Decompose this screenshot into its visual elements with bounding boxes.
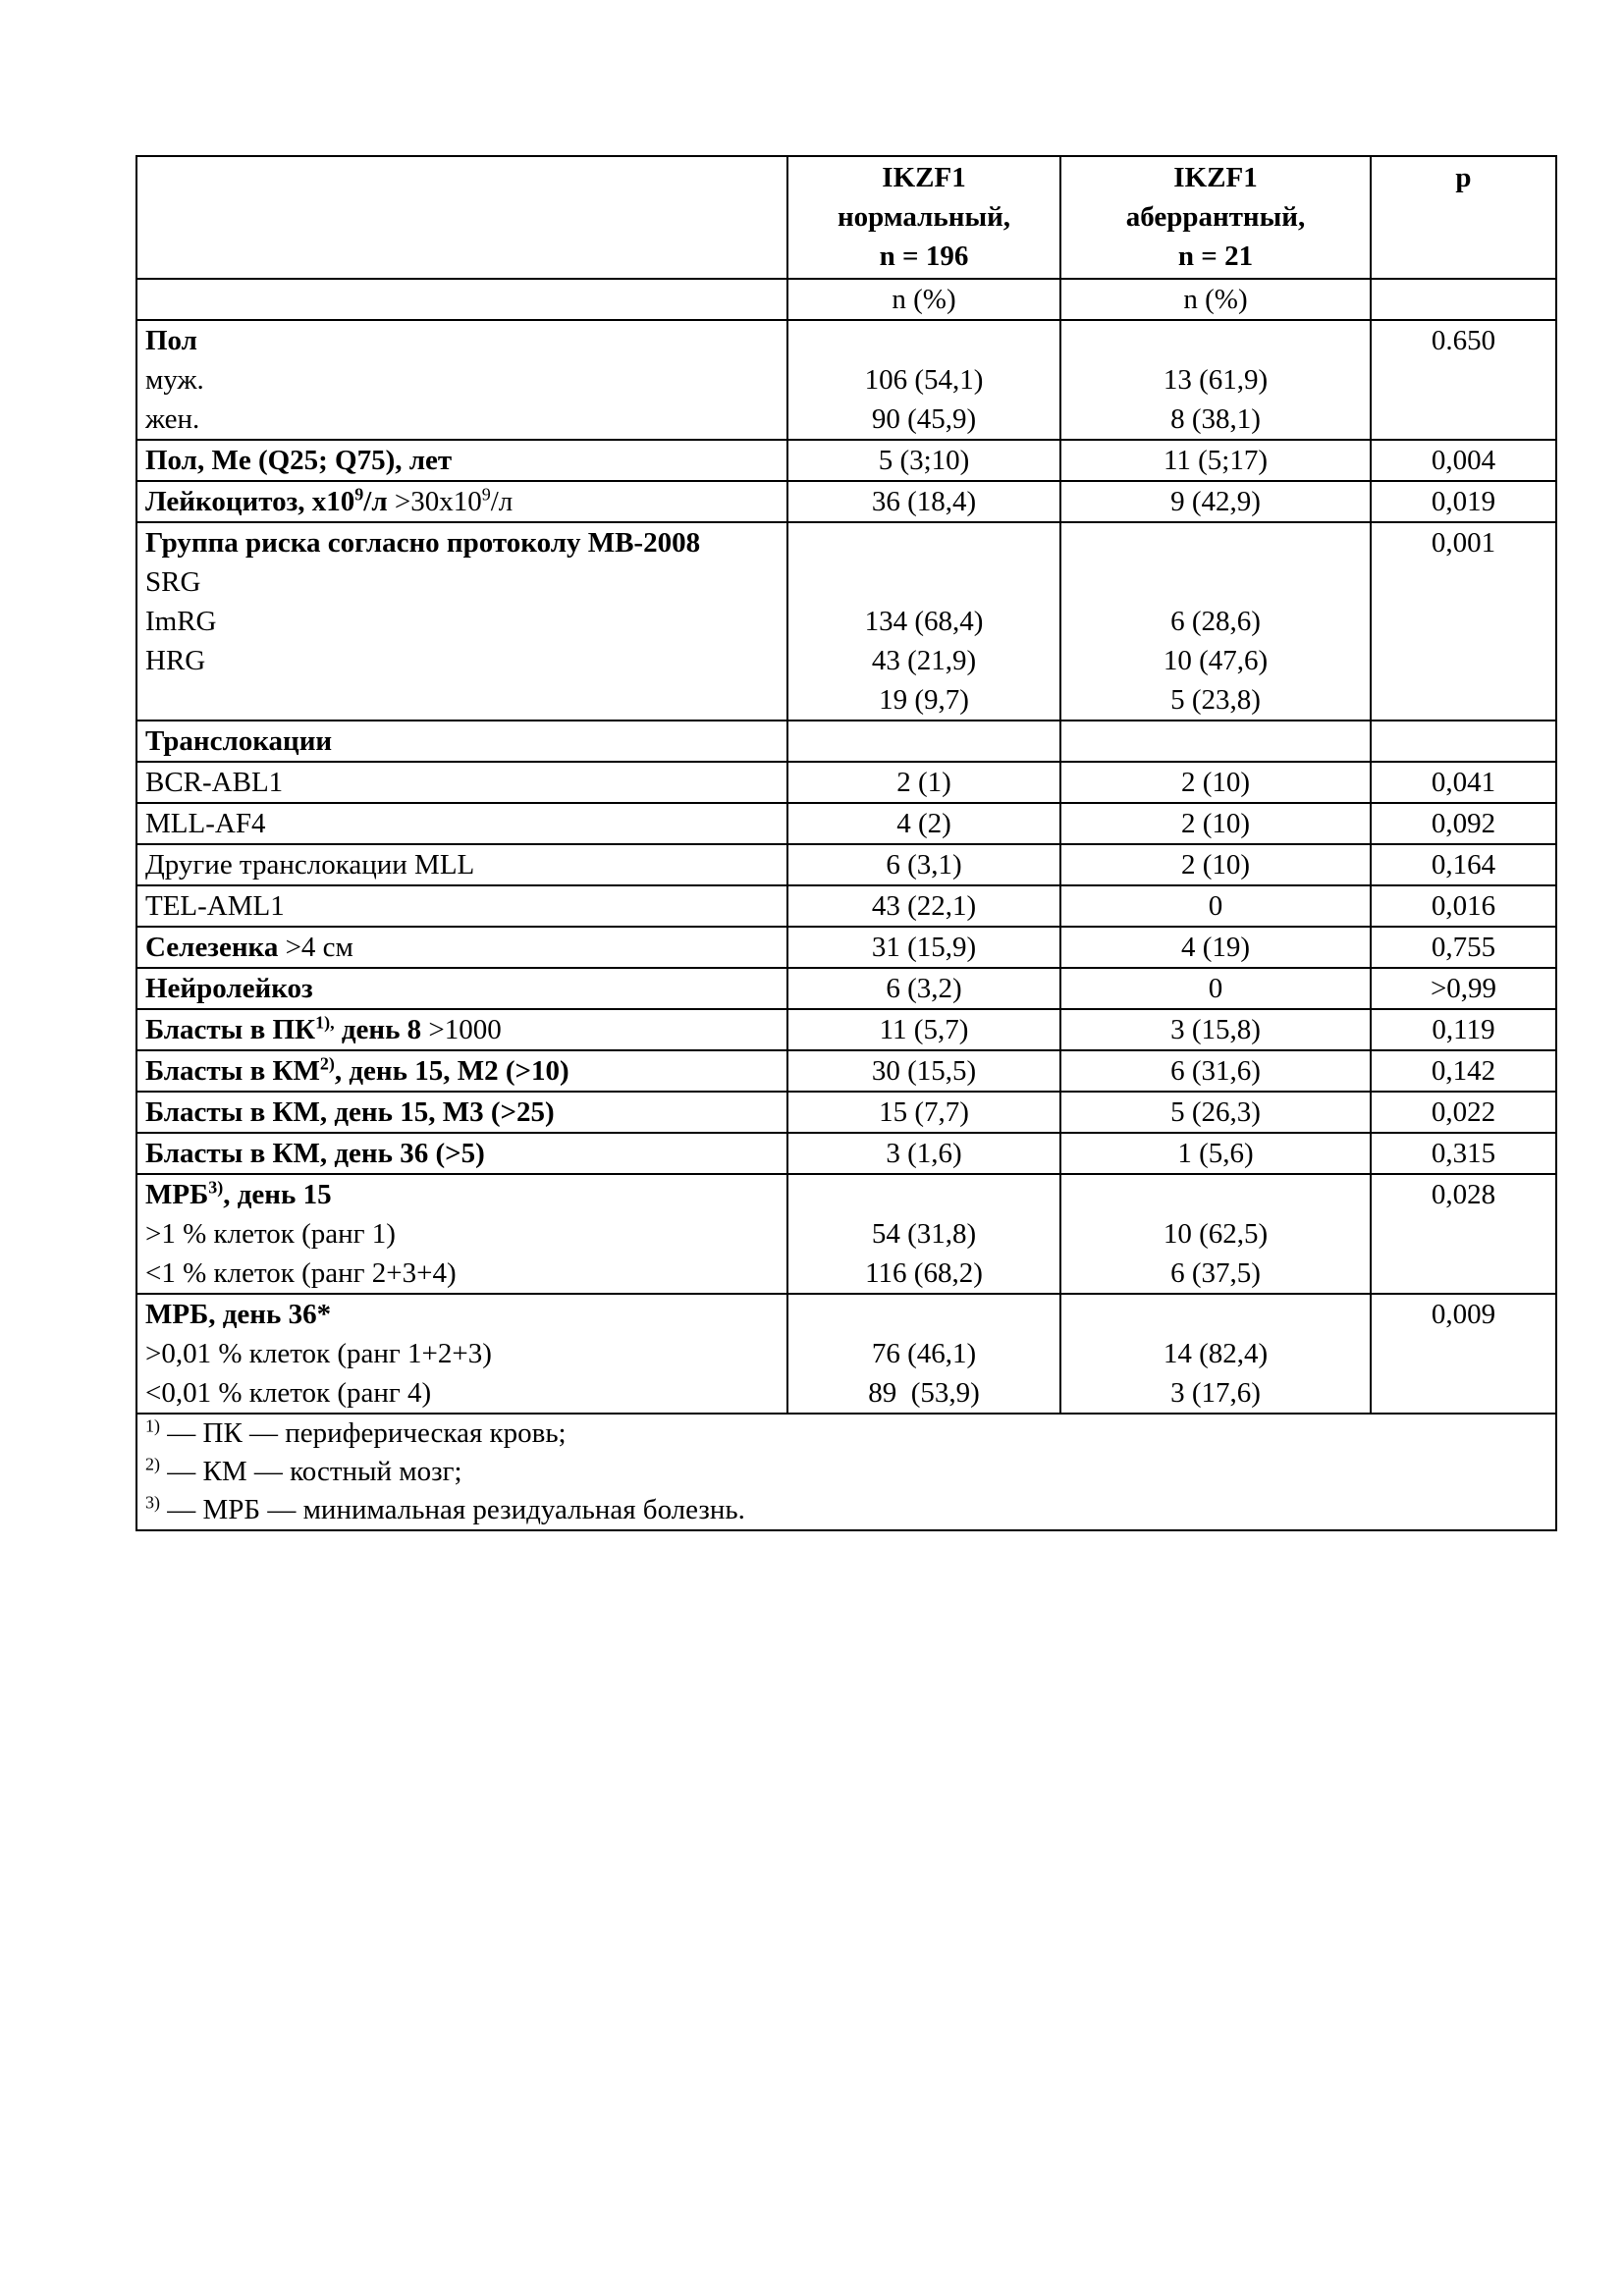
row-sub-label: HRG	[145, 645, 206, 676]
cell-aberrant	[1060, 320, 1371, 440]
value-normal: 19 (9,7)	[879, 684, 969, 716]
row-label	[136, 1009, 787, 1050]
footnotes-row	[136, 1414, 1556, 1530]
header-row	[136, 156, 1556, 279]
header-aberrant-line: IKZF1	[1173, 162, 1258, 193]
cell-p	[1371, 1294, 1556, 1414]
row-title: Группа риска согласно протоколу МВ-2008	[145, 527, 701, 559]
table-row-age	[136, 440, 1556, 481]
row-label	[136, 1294, 787, 1414]
table-row-leukocytosis	[136, 481, 1556, 522]
table-row-bcr-abl1	[136, 762, 1556, 803]
value-normal: 2 (1)	[787, 762, 1060, 803]
table-row-translocations	[136, 721, 1556, 762]
row-sub-label: <0,01 % клеток (ранг 4)	[145, 1377, 432, 1409]
p-value: >0,99	[1371, 968, 1556, 1009]
footnote-text: — КМ — костный мозг;	[160, 1456, 462, 1487]
header-normal-line: n = 196	[879, 240, 969, 272]
superscript: 9	[481, 484, 491, 505]
table-row-sex	[136, 320, 1556, 440]
row-sub-label: <1 % клеток (ранг 2+3+4)	[145, 1257, 457, 1289]
empty-cell	[787, 721, 1060, 762]
row-label	[136, 522, 787, 721]
value-normal: 11 (5,7)	[787, 1009, 1060, 1050]
value-normal: 134 (68,4)	[864, 606, 984, 637]
value-aberrant: 14 (82,4)	[1163, 1338, 1269, 1369]
table-row-neuroleukemia	[136, 968, 1556, 1009]
table-row-mrd-day15	[136, 1174, 1556, 1294]
row-title: Пол, Me (Q25; Q75), лет	[136, 440, 787, 481]
value-aberrant: 3 (17,6)	[1170, 1377, 1261, 1409]
superscript: 3)	[208, 1177, 224, 1198]
value-aberrant: 3 (15,8)	[1060, 1009, 1371, 1050]
row-label	[136, 481, 787, 522]
p-value: 0,755	[1371, 927, 1556, 968]
value-normal: 43 (21,9)	[871, 645, 977, 676]
p-value: 0,119	[1371, 1009, 1556, 1050]
value-normal: 30 (15,5)	[787, 1050, 1060, 1092]
p-value: 0,022	[1371, 1092, 1556, 1133]
units-row	[136, 279, 1556, 320]
row-title: Бласты в КМ, день 36 (>5)	[136, 1133, 787, 1174]
row-label: BCR-ABL1	[136, 762, 787, 803]
value-aberrant: 5 (23,8)	[1170, 684, 1261, 716]
value-aberrant: 11 (5;17)	[1060, 440, 1371, 481]
title-part: день 8	[334, 1014, 422, 1045]
footnote-mark: 2)	[145, 1454, 160, 1474]
row-sub-label: SRG	[145, 566, 201, 598]
row-title	[145, 486, 388, 517]
p-value: 0,019	[1371, 481, 1556, 522]
value-normal: 106 (54,1)	[864, 364, 984, 396]
value-normal: 54 (31,8)	[871, 1218, 977, 1250]
table-row-blasts-pb-day8	[136, 1009, 1556, 1050]
footnote	[145, 1491, 1547, 1529]
row-label	[136, 927, 787, 968]
value-normal: 31 (15,9)	[787, 927, 1060, 968]
value-aberrant: 6 (31,6)	[1060, 1050, 1371, 1092]
row-sub-label: ImRG	[145, 606, 217, 637]
value-normal: 4 (2)	[787, 803, 1060, 844]
empty-cell	[1371, 721, 1556, 762]
value-aberrant: 2 (10)	[1060, 844, 1371, 885]
value-aberrant: 6 (28,6)	[1170, 606, 1261, 637]
title-part: , день 15	[223, 1179, 332, 1210]
value-normal: 5 (3;10)	[787, 440, 1060, 481]
value-aberrant: 8 (38,1)	[1170, 403, 1261, 435]
value-normal: 90 (45,9)	[871, 403, 977, 435]
value-normal: 89 (53,9)	[868, 1377, 980, 1409]
cell-aberrant	[1060, 1174, 1371, 1294]
value-normal: 6 (3,2)	[787, 968, 1060, 1009]
cell-p	[1371, 320, 1556, 440]
table-row-blasts-bm-day15-m2	[136, 1050, 1556, 1092]
title-part: /л	[363, 486, 388, 517]
units-empty	[136, 279, 787, 320]
value-normal: 76 (46,1)	[871, 1338, 977, 1369]
row-sub-label: жен.	[145, 403, 200, 435]
table-row-risk-group	[136, 522, 1556, 721]
cell-normal	[787, 320, 1060, 440]
footnote-text: — ПК — периферическая кровь;	[160, 1417, 567, 1449]
row-label: Другие транслокации MLL	[136, 844, 787, 885]
value-aberrant: 13 (61,9)	[1163, 364, 1269, 396]
p-value: 0,004	[1371, 440, 1556, 481]
row-title	[145, 1014, 421, 1045]
value-aberrant: 9 (42,9)	[1060, 481, 1371, 522]
p-value: 0,028	[1431, 1179, 1496, 1210]
title-part: МРБ	[145, 1179, 209, 1210]
header-normal-line: IKZF1	[882, 162, 966, 193]
row-sub-label: >0,01 % клеток (ранг 1+2+3)	[145, 1338, 492, 1369]
header-normal-line: нормальный,	[837, 201, 1011, 233]
value-aberrant: 10 (62,5)	[1163, 1218, 1269, 1250]
p-value: 0,001	[1431, 527, 1496, 559]
cell-normal	[787, 1294, 1060, 1414]
row-label: TEL-AML1	[136, 885, 787, 927]
cell-p	[1371, 1174, 1556, 1294]
value-normal: 3 (1,6)	[787, 1133, 1060, 1174]
value-aberrant: 0	[1060, 885, 1371, 927]
superscript: 1),	[315, 1012, 335, 1033]
value-normal: 36 (18,4)	[787, 481, 1060, 522]
cell-normal	[787, 522, 1060, 721]
p-value: 0,315	[1371, 1133, 1556, 1174]
superscript: 9	[354, 484, 364, 505]
table-row-mll-af4	[136, 803, 1556, 844]
footnote	[145, 1415, 1547, 1453]
value-normal: 15 (7,7)	[787, 1092, 1060, 1133]
p-value: 0,164	[1371, 844, 1556, 885]
p-value: 0,009	[1431, 1299, 1496, 1330]
value-aberrant: 6 (37,5)	[1170, 1257, 1261, 1289]
units-aberrant: n (%)	[1060, 279, 1371, 320]
row-title	[136, 1050, 787, 1092]
row-title: Селезенка	[145, 932, 279, 963]
table-row-mrd-day36	[136, 1294, 1556, 1414]
units-normal: n (%)	[787, 279, 1060, 320]
value-aberrant: 2 (10)	[1060, 762, 1371, 803]
header-ikzf1-normal	[787, 156, 1060, 279]
superscript: 2)	[319, 1053, 335, 1074]
value-normal: 43 (22,1)	[787, 885, 1060, 927]
value-aberrant: 2 (10)	[1060, 803, 1371, 844]
title-part: Бласты в КМ	[145, 1055, 320, 1087]
row-sub-label: >1 % клеток (ранг 1)	[145, 1218, 396, 1250]
footnote	[145, 1453, 1547, 1491]
row-label: MLL-AF4	[136, 803, 787, 844]
units-p-empty	[1371, 279, 1556, 320]
cell-aberrant	[1060, 522, 1371, 721]
row-title: Пол	[145, 325, 197, 356]
p-value: 0,041	[1371, 762, 1556, 803]
footnote-mark: 3)	[145, 1492, 160, 1513]
header-aberrant-line: аберрантный,	[1125, 201, 1306, 233]
cell-p	[1371, 522, 1556, 721]
results-table	[135, 155, 1557, 1531]
p-value: 0.650	[1431, 325, 1496, 356]
title-part: Лейкоцитоз, x10	[145, 486, 355, 517]
label-part: >4 см	[278, 932, 353, 963]
footnote-text: — МРБ — минимальная резидуальная болезнь.	[160, 1494, 745, 1525]
cell-normal	[787, 1174, 1060, 1294]
row-title: Бласты в КМ, день 15, М3 (>25)	[136, 1092, 787, 1133]
row-label	[136, 1174, 787, 1294]
row-title	[145, 1175, 779, 1214]
table-row-spleen	[136, 927, 1556, 968]
header-parameter	[136, 156, 787, 279]
title-part: Бласты в ПК	[145, 1014, 316, 1045]
label-part: /л	[490, 486, 514, 517]
table-row-blasts-bm-day15-m3	[136, 1092, 1556, 1133]
p-value: 0,092	[1371, 803, 1556, 844]
header-ikzf1-aberrant	[1060, 156, 1371, 279]
empty-cell	[1060, 721, 1371, 762]
table-row-tel-aml1	[136, 885, 1556, 927]
value-aberrant: 1 (5,6)	[1060, 1133, 1371, 1174]
row-title: МРБ, день 36*	[145, 1299, 332, 1330]
value-aberrant: 5 (26,3)	[1060, 1092, 1371, 1133]
row-title: Нейролейкоз	[136, 968, 787, 1009]
value-aberrant: 4 (19)	[1060, 927, 1371, 968]
value-aberrant: 0	[1060, 968, 1371, 1009]
row-title: Транслокации	[136, 721, 787, 762]
footnotes	[136, 1414, 1556, 1530]
value-normal: 116 (68,2)	[865, 1257, 983, 1289]
cell-aberrant	[1060, 1294, 1371, 1414]
label-part: >30x10	[387, 486, 482, 517]
header-p-value: p	[1371, 156, 1556, 279]
label-part: >1000	[421, 1014, 502, 1045]
value-aberrant: 10 (47,6)	[1163, 645, 1269, 676]
footnote-mark: 1)	[145, 1415, 160, 1436]
value-normal: 6 (3,1)	[787, 844, 1060, 885]
title-part: , день 15, М2 (>10)	[334, 1055, 569, 1087]
table-row-blasts-bm-day36	[136, 1133, 1556, 1174]
row-label	[136, 320, 787, 440]
row-sub-label: муж.	[145, 364, 204, 396]
header-aberrant-line: n = 21	[1177, 240, 1254, 272]
table-row-other-mll	[136, 844, 1556, 885]
p-value: 0,016	[1371, 885, 1556, 927]
p-value: 0,142	[1371, 1050, 1556, 1092]
